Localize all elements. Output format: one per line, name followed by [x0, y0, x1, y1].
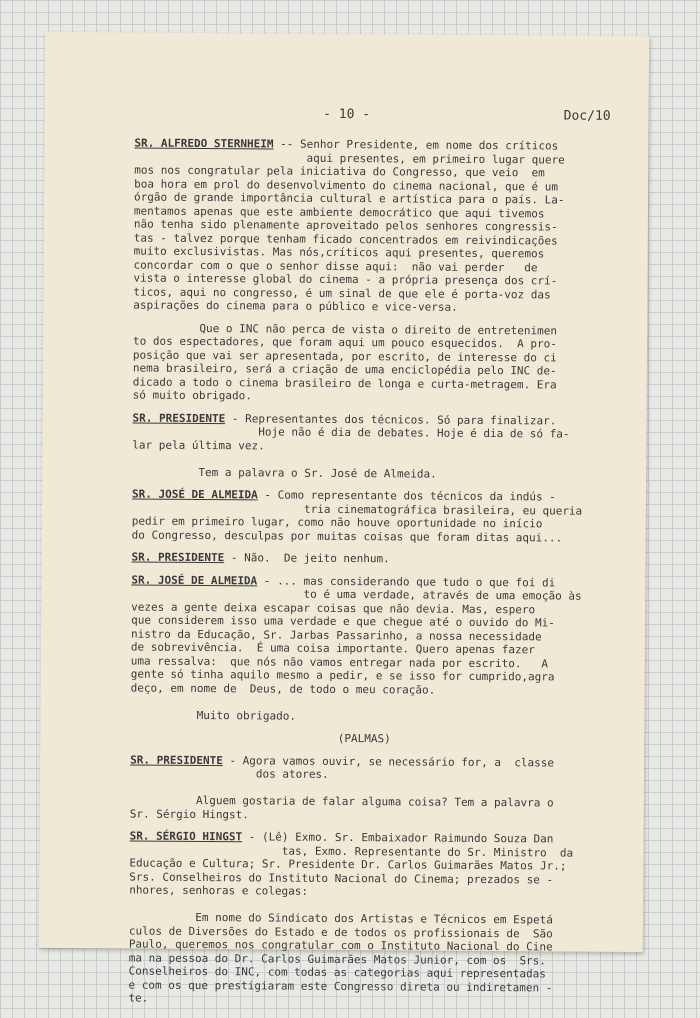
line-text: só muito obrigado.	[132, 388, 252, 403]
text-line	[130, 708, 598, 725]
line-text: -- Senhor Presidente, em nome dos críticos	[273, 137, 559, 153]
line-text: vezes a gente deixa escapar coisas que não devia. Mas, espero	[131, 600, 536, 616]
line-text: te.	[128, 991, 149, 1005]
line-text: uma ressalva: que nós não vamos entregar nada por escrito. A	[130, 654, 549, 670]
line-text: - ... mas considerando que tudo o que foi di	[257, 573, 556, 589]
speaker-name: SR. PRESIDENTE	[132, 411, 226, 425]
document-number: Doc/10	[563, 108, 611, 124]
text-line	[132, 528, 600, 545]
line-text: lar pela última vez.	[132, 438, 265, 452]
line-text: nhores, senhoras e colegas:	[129, 883, 309, 898]
line-text: aqui presentes, em primeiro lugar quere	[134, 150, 565, 167]
line-text: Que o INC não perca de vista o direito de entretenimen	[133, 321, 558, 337]
line-text: ticos, aqui no congresso, é um sinal de que ele é porta-voz das	[133, 285, 551, 301]
line-text: nema brasileiro, será a criação de uma enciclopédia pelo INC de-	[132, 361, 557, 378]
text-line	[131, 551, 599, 568]
line-text: mentamos apenas que este ambiente democrático que aqui tivemos	[133, 204, 545, 220]
line-text: do Congresso, desculpas por muitas coisas que foram ditas aqui...	[131, 528, 563, 545]
line-text: (PALMAS)	[337, 731, 391, 746]
paragraph	[131, 551, 599, 568]
page-number: - 10 -	[323, 106, 371, 123]
text-line	[132, 465, 600, 482]
line-text: dicado a todo o cinema brasileiro de longa e curta-metragem. Era	[132, 375, 557, 391]
line-text: Conselheiros do INC, com todas as categorias aqui representadas	[128, 964, 546, 981]
line-text: nistro da Educação, Sr. Jarbas Passarinho, a nossa necessidade	[130, 627, 542, 643]
line-text: Sr. Sérgio Hingst.	[129, 807, 250, 821]
speaker-name: SR. JOSÉ DE ALMEIDA	[131, 573, 258, 587]
paragraph	[130, 731, 598, 748]
line-text: vista o interesse global do cinema - a própria presença dos crí-	[133, 271, 558, 288]
line-text: Educação e Cultura; Sr. Presidente Dr. Carlos Guimarães Matos Jr.;	[129, 856, 567, 873]
line-text: tria cinematográfica brasileira, eu queria	[131, 501, 583, 518]
paragraph	[132, 411, 600, 482]
line-text: Paulo, queremos nos congratular com o Instituto Nacional do Cine	[128, 937, 553, 954]
line-text: culos de Diversões do Estado e de todos os profissionais de São	[128, 924, 553, 940]
paragraph	[130, 573, 599, 725]
line-text: Em nome do Sindicato dos Artistas e Técnicos em Espetá	[128, 910, 553, 927]
line-text: deço, em nome de Deus, de todo o meu coração.	[130, 681, 436, 697]
line-text: - Representantes dos técnicos. Só para finalizar.	[225, 411, 557, 427]
line-text: to dos espectadores, que foram aqui um pouco esquecidos. A pro-	[133, 334, 557, 351]
line-text: ma na pessoa do Dr. Carlos Guimarães Matos Junior, com os Srs.	[128, 951, 547, 967]
speaker-name: SR. PRESIDENTE	[130, 753, 223, 767]
line-text: muito exclusivistas. Mas nós,críticos aqui presentes, queremos	[133, 244, 545, 261]
speaker-name: SR. ALFREDO STERNHEIM	[134, 136, 274, 151]
line-text: de sobrevivência. É uma coisa importante. Quero apenas fazer	[130, 640, 535, 657]
line-text: Srs. Conselheiros do Instituto Nacional do Cinema; prezados se -	[129, 870, 554, 886]
line-text: Hoje não é dia de debates. Hoje é dia de só fa-	[132, 424, 570, 441]
line-text: tas - talvez porque tenham ficado concentrados em reivindicações	[133, 231, 558, 247]
document-body	[128, 137, 602, 1018]
line-text: - Agora vamos ouvir, se necessário for, a classe	[222, 753, 555, 769]
line-text: Tem a palavra o Sr. José de Almeida.	[132, 465, 437, 481]
line-text: pedir em primeiro lugar, como não houve oportunidade no início	[131, 514, 543, 531]
line-text: boa hora em prol do desenvolvimento do cinema nacional, que é um	[134, 177, 559, 193]
line-text: que considerem isso uma verdade e que chegue até o ouvido do Mi-	[131, 613, 555, 630]
line-text: gente só tinha aquilo mesmo a pedir, e se isso for cumprido,agra	[130, 667, 555, 684]
speaker-name: SR. PRESIDENTE	[131, 550, 225, 565]
line-text: to é uma verdade, através de uma emoção às	[131, 586, 582, 603]
text-line	[130, 731, 598, 748]
paragraph	[133, 321, 602, 405]
line-text: - Como representante dos técnicos da indús -	[257, 488, 556, 504]
line-text: dos atores.	[129, 766, 329, 781]
line-text: Alguem gostaria de falar alguma coisa? Tem a palavra o	[129, 793, 554, 810]
paragraph	[128, 830, 597, 1009]
speaker-name: SR. JOSÉ DE ALMEIDA	[131, 487, 258, 502]
line-text: concordar com o que o senhor disse aqui: não vai perder de	[133, 258, 538, 274]
paragraph	[132, 488, 600, 545]
line-text: órgão de grande importância cultural e artística para o país. La-	[134, 190, 565, 207]
line-text: mos nos congratular pela iniciativa do Congresso, que veio em	[134, 163, 545, 180]
line-text: posição que vai ser apresentada, por escrito, de interesse do ci	[132, 348, 557, 364]
line-text: Muito obrigado.	[130, 708, 297, 723]
line-text: não tenha sido plenamente aproveitado pelos senhores congressis-	[133, 217, 558, 234]
line-text: aspirações do cinema para o público e vice-versa.	[133, 298, 458, 314]
paragraph	[130, 753, 598, 824]
speaker-name: SR. SÉRGIO HINGST	[129, 829, 243, 844]
line-text: e com os que prestigiaram este Congresso direta ou indiretamen -	[128, 978, 553, 994]
line-text: - (Lê) Exmo. Sr. Embaixador Raimundo Souza Dan	[242, 830, 554, 846]
document-sheet	[39, 32, 649, 1005]
line-text: tas, Exmo. Representante do Sr. Ministro da	[129, 843, 574, 860]
paragraph	[133, 137, 602, 316]
line-text: - Não. De jeito nenhum.	[224, 551, 390, 566]
